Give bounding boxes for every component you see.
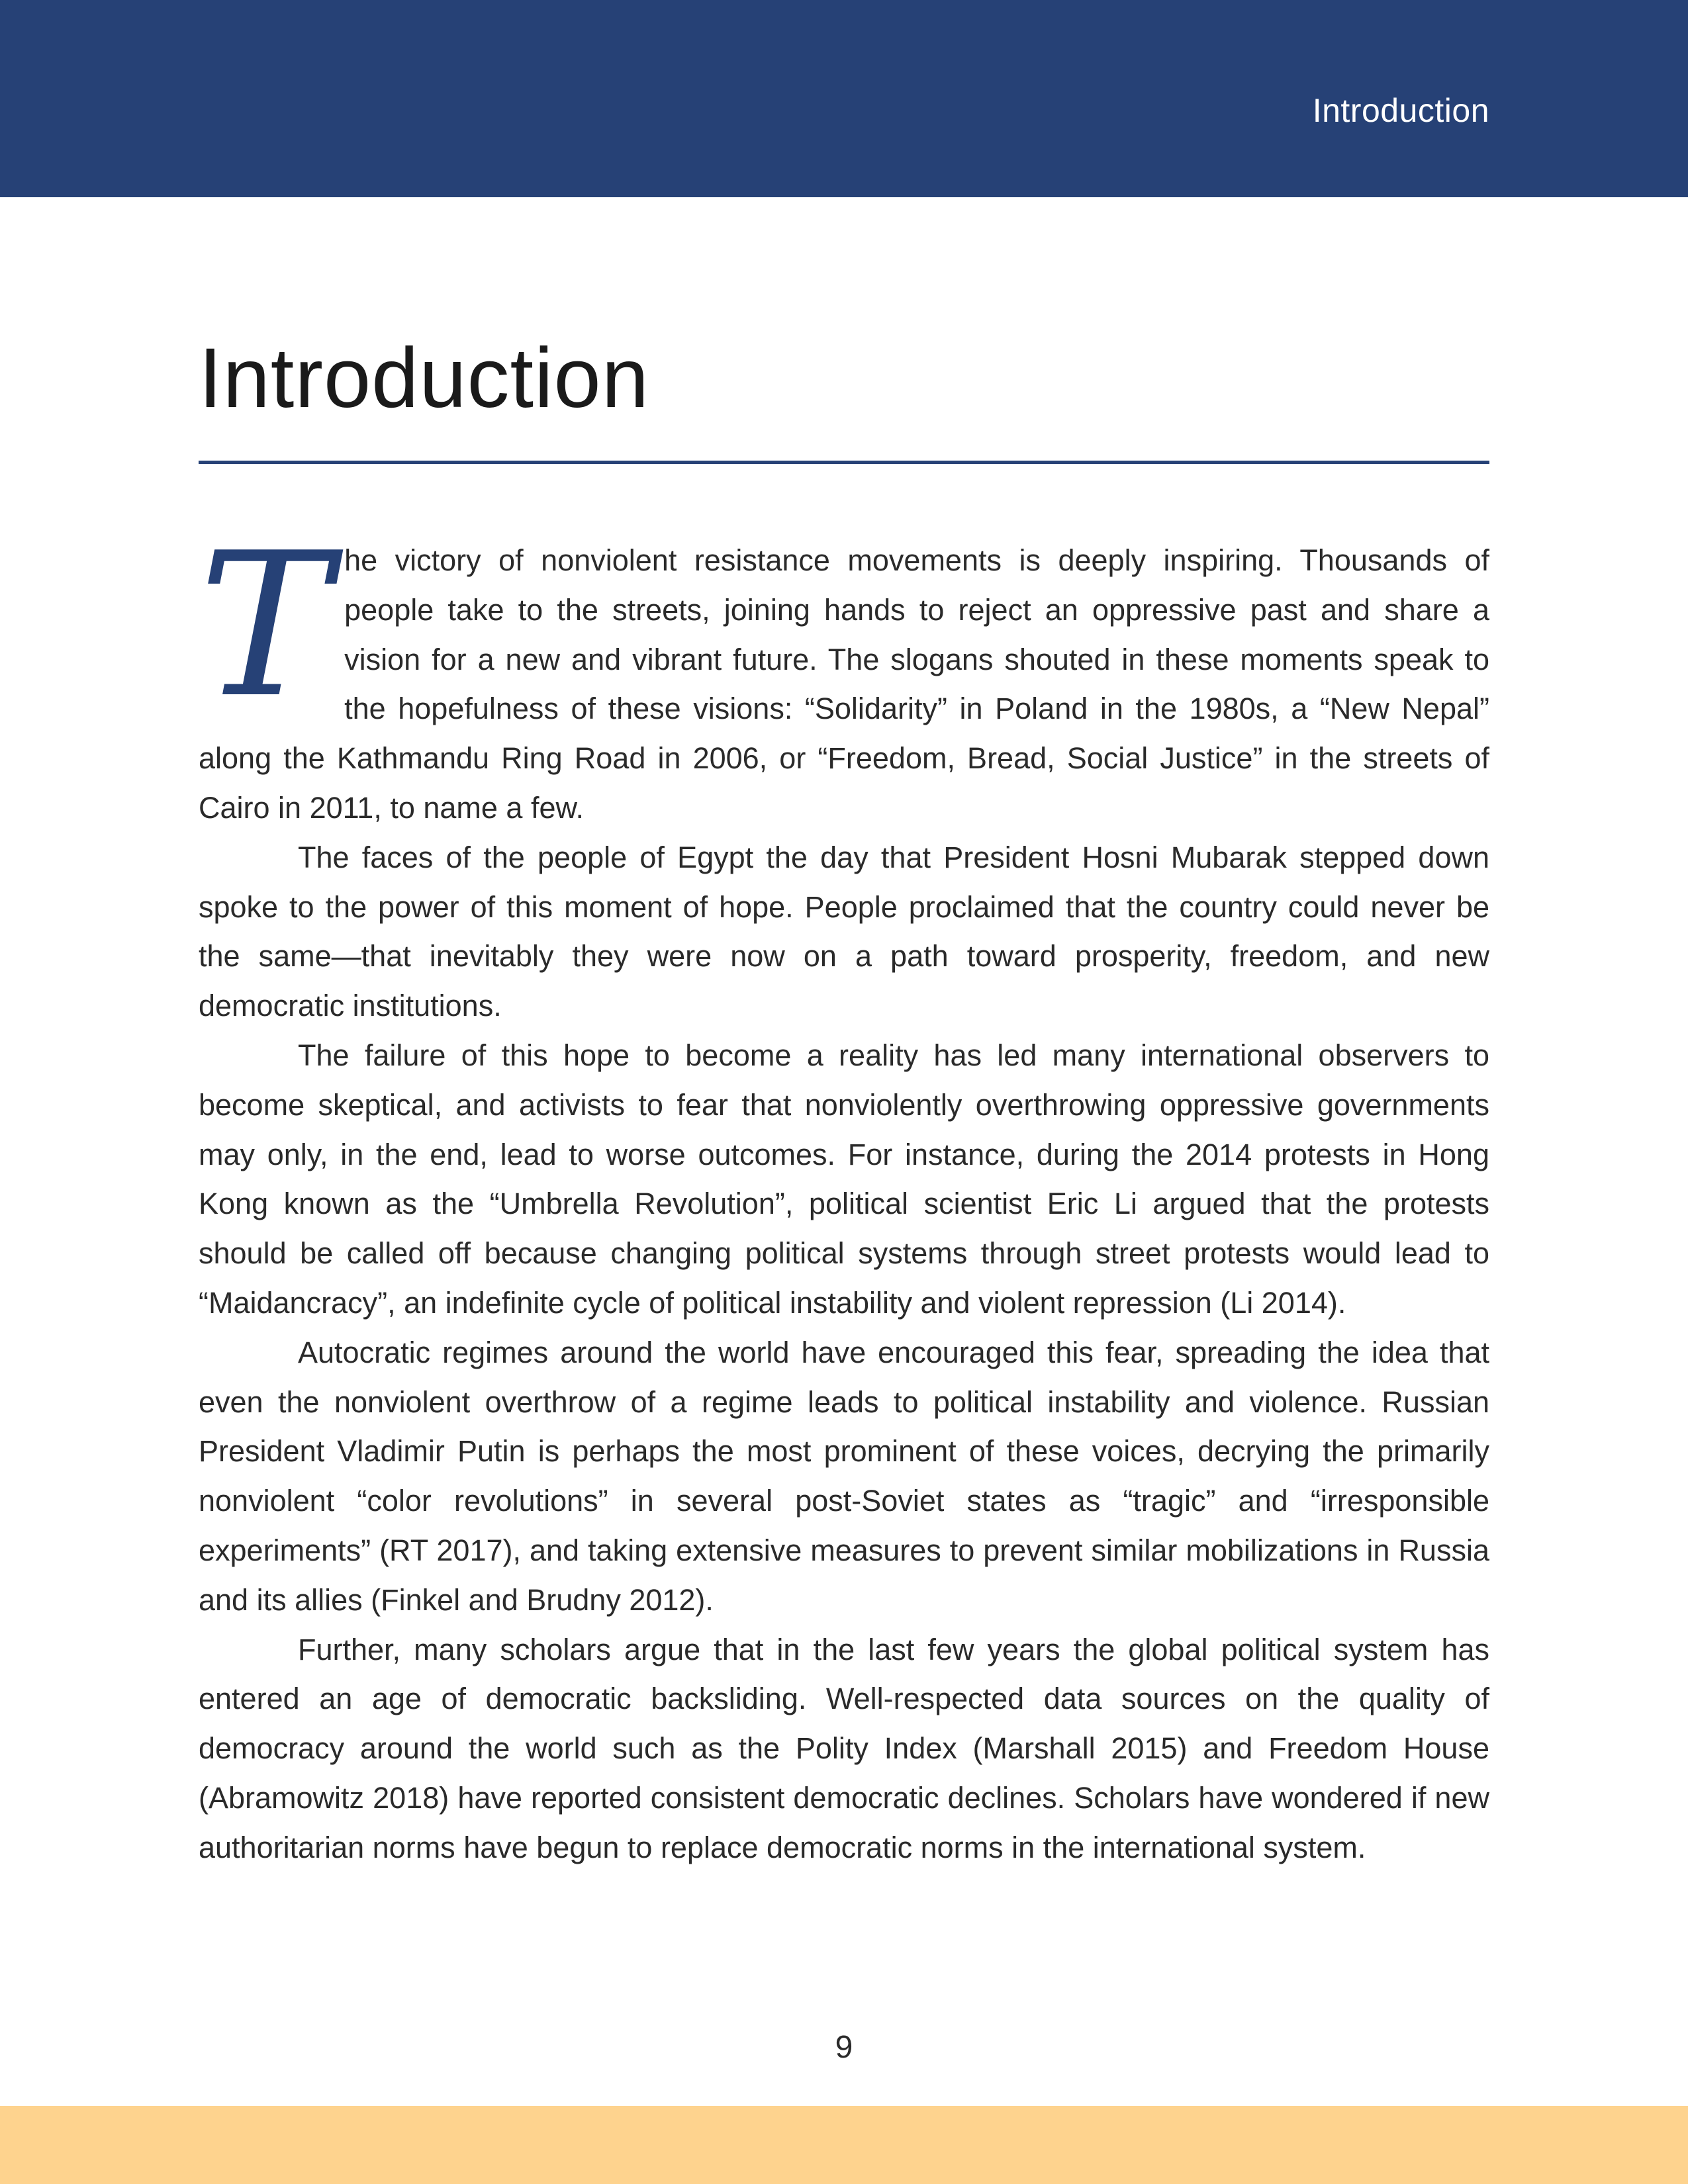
paragraph: Further, many scholars argue that in the last few years the global political system has entered an age of democratic backsliding. Well-respected data sources on the quality of democracy around the world such as the Polity Index (Marshall 2015) and Freedom House (Abramowitz 2018) have reported consistent democratic declines. Scholars have wondered if new authoritarian norms have begun to replace democratic norms in the international system. — [199, 1632, 1489, 1864]
chapter-title: Introduction — [199, 331, 649, 426]
header-band — [0, 0, 1688, 197]
running-header: Introduction — [1312, 92, 1489, 129]
paragraph — [199, 510, 1489, 833]
paragraph: The faces of the people of Egypt the day that President Hosni Mubarak stepped down spoke to the power of this moment of hope. People proclaimed that the country could never be the same—that inevitably they were now on a path toward prosperity, freedom, and new democratic institutions. — [199, 840, 1489, 1023]
drop-cap: T — [199, 510, 332, 741]
paragraph-text: he victory of nonviolent resistance movements is deeply inspiring. Thousands of people take to the streets, joining hands to reject an oppressive past and share a vision for a new and vibrant future. The slogans shouted in these moments speak to the hopefulness of these visions: “Solidarity” in Poland in the 1980s, a “New Nepal” along the Kathmandu Ring Road in 2006, or “Freedom, Bread, Social Justice” in the streets of Cairo in 2011, to name a few. — [199, 543, 1489, 825]
page-number: 9 — [835, 2030, 853, 2065]
title-divider — [199, 461, 1489, 464]
paragraph: Autocratic regimes around the world have encouraged this fear, spreading the idea that even the nonviolent overthrow of a regime leads to political instability and violence. Russian President Vladimir Putin is perhaps the most prominent of these voices, decrying the primarily nonviolent “color revolutions” in several post-Soviet states as “tragic” and “irresponsible experiments” (RT 2017), and taking extensive measures to prevent similar mobilizations in Russia and its allies (Finkel and Brudny 2012). — [199, 1335, 1489, 1617]
paragraph: The failure of this hope to become a reality has led many international observers to become skeptical, and activists to fear that nonviolently overthrowing oppressive governments may only, in the end, lead to worse outcomes. For instance, during the 2014 protests in Hong Kong known as the “Umbrella Revolution”, political scientist Eric Li argued that the protests should be called off because changing political systems through street protests would lead to “Maidancracy”, an indefinite cycle of political instability and violent repression (Li 2014). — [199, 1038, 1489, 1320]
body-text — [199, 510, 1489, 1873]
footer-band — [0, 2106, 1688, 2184]
